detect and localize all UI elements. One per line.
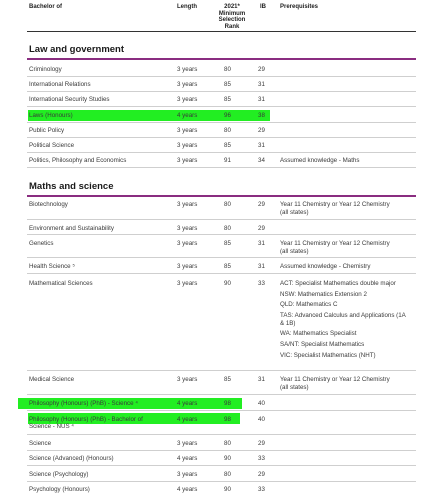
course-prerequisite: QLD: Mathematics C [280, 301, 338, 309]
row-divider [27, 370, 416, 371]
course-ib: 29 [258, 471, 265, 478]
course-name: Psychology (Honours) [29, 486, 90, 493]
course-length: 3 years [177, 157, 198, 164]
course-prerequisite: NSW: Mathematics Extension 2 [280, 290, 367, 298]
course-length: 3 years [177, 280, 198, 287]
course-ib: 31 [258, 142, 265, 149]
course-length: 3 years [177, 440, 198, 447]
course-length: 4 years [177, 416, 198, 423]
course-length: 4 years [177, 400, 198, 407]
row-divider [27, 167, 416, 168]
course-ib: 33 [258, 486, 265, 493]
course-rank: 85 [224, 263, 231, 270]
course-name: Science (Psychology) [29, 471, 89, 478]
course-prerequisite: Year 11 Chemistry or Year 12 Chemistry [280, 201, 390, 208]
course-prerequisite: TAS: Advanced Calculus and Applications (1A [280, 311, 406, 319]
course-rank: 98 [224, 416, 231, 423]
course-name: Science (Advanced) (Honours) [29, 455, 114, 462]
course-name: Politics, Philosophy and Economics [29, 157, 127, 164]
header-rank-line3: Selection [218, 17, 246, 23]
course-length: 3 years [177, 81, 198, 88]
course-prerequisite: & 1B) [280, 319, 296, 327]
course-prerequisite: (all states) [280, 209, 309, 216]
course-name: Political Science [29, 142, 75, 149]
row-divider [27, 152, 416, 153]
course-ib: 29 [258, 66, 265, 73]
course-rank: 80 [224, 66, 231, 73]
row-divider [27, 394, 416, 395]
course-prerequisite: ACT: Specialist Mathematics double major [280, 280, 396, 287]
course-prerequisite: Year 11 Chemistry or Year 12 Chemistry [280, 240, 390, 247]
header-rank-line1: 2021* [224, 4, 240, 10]
course-name: Mathematical Sciences [29, 280, 93, 287]
course-ib: 40 [258, 416, 265, 423]
course-rank: 96 [224, 112, 231, 119]
course-prerequisite: Assumed knowledge - Maths [280, 157, 360, 164]
course-ib: 31 [258, 240, 265, 247]
header-rule [27, 31, 416, 32]
course-length: 4 years [177, 112, 198, 119]
course-rank: 80 [224, 225, 231, 232]
course-prerequisite: VIC: Specialist Mathematics (NHT) [280, 351, 376, 359]
course-rank: 80 [224, 471, 231, 478]
course-ib: 34 [258, 157, 265, 164]
course-rank: 90 [224, 280, 231, 287]
course-rank: 85 [224, 81, 231, 88]
row-divider [27, 273, 416, 274]
course-ib: 29 [258, 440, 265, 447]
course-ib: 33 [258, 455, 265, 462]
section-title-law: Law and government [29, 44, 125, 55]
course-name: Criminology [29, 66, 62, 73]
course-rank: 90 [224, 455, 231, 462]
row-divider [27, 481, 416, 482]
course-ib: 31 [258, 263, 265, 270]
course-ib: 31 [258, 376, 265, 383]
course-length: 3 years [177, 225, 198, 232]
row-divider [27, 450, 416, 451]
course-name: International Relations [29, 81, 91, 88]
course-name: Science [29, 440, 52, 447]
header-bachelor: Bachelor of [29, 4, 63, 10]
course-prerequisite: (all states) [280, 248, 309, 255]
course-rank: 80 [224, 440, 231, 447]
course-rank: 85 [224, 96, 231, 103]
row-divider [27, 91, 416, 92]
course-rank: 85 [224, 240, 231, 247]
course-length: 3 years [177, 263, 198, 270]
course-length: 3 years [177, 66, 198, 73]
course-length: 3 years [177, 376, 198, 383]
course-rank: 90 [224, 486, 231, 493]
section-rule-law [27, 58, 416, 60]
course-name: Genetics [29, 240, 54, 247]
course-length: 3 years [177, 471, 198, 478]
course-rank: 98 [224, 400, 231, 407]
course-prerequisite: (all states) [280, 384, 309, 391]
course-name: Public Policy [29, 127, 65, 134]
course-ib: 29 [258, 127, 265, 134]
header-rank-line4: Rank [224, 23, 240, 30]
section-title-maths: Maths and science [29, 181, 114, 192]
header-rank-line2: Minimum [218, 10, 246, 17]
course-rank: 85 [224, 142, 231, 149]
row-divider [27, 76, 416, 77]
course-name-line2: Science - NUS ⁴ [29, 423, 74, 430]
course-name: Philosophy (Honours) (PhB) - Bachelor of [29, 416, 143, 423]
course-ib: 31 [258, 81, 265, 88]
course-length: 3 years [177, 240, 198, 247]
course-length: 4 years [177, 486, 198, 493]
course-name: Biotechnology [29, 201, 68, 208]
row-divider [27, 257, 416, 258]
header-prerequisites: Prerequisites [280, 4, 319, 10]
course-ib: 29 [258, 225, 265, 232]
course-name: Laws (Honours) [29, 112, 73, 119]
course-length: 3 years [177, 201, 198, 208]
row-divider [27, 106, 416, 107]
row-divider [27, 234, 416, 235]
course-prerequisite: Assumed knowledge - Chemistry [280, 263, 371, 270]
course-length: 3 years [177, 142, 198, 149]
header-length: Length [177, 4, 197, 10]
course-name: Medical Science [29, 376, 75, 383]
course-rank: 80 [224, 127, 231, 134]
row-divider [27, 122, 416, 123]
course-rank: 91 [224, 157, 231, 164]
row-divider [27, 434, 416, 435]
course-prerequisite: Year 11 Chemistry or Year 12 Chemistry [280, 376, 390, 383]
row-divider [27, 137, 416, 138]
row-divider [27, 219, 416, 220]
course-name: Environment and Sustainability [29, 225, 114, 232]
course-prerequisite: WA: Mathematics Specialist [280, 330, 357, 338]
course-rank: 85 [224, 376, 231, 383]
course-length: 3 years [177, 96, 198, 103]
header-rank [210, 4, 254, 30]
course-length: 3 years [177, 127, 198, 134]
course-name: Philosophy (Honours) (PhB) - Science ⁴ [29, 400, 138, 407]
course-ib: 29 [258, 201, 265, 208]
header-ib: IB [260, 4, 266, 10]
course-name: International Security Studies [29, 96, 110, 103]
row-divider [27, 410, 416, 411]
course-ib: 31 [258, 96, 265, 103]
course-length: 4 years [177, 455, 198, 462]
course-ib: 33 [258, 280, 265, 287]
course-ib: 40 [258, 400, 265, 407]
course-ib: 38 [258, 112, 265, 119]
course-rank: 80 [224, 201, 231, 208]
course-prerequisite: SA/NT: Specialist Mathematics [280, 341, 365, 348]
row-divider [27, 465, 416, 466]
section-rule-maths [27, 195, 416, 197]
course-name: Health Science ⁵ [29, 263, 75, 270]
